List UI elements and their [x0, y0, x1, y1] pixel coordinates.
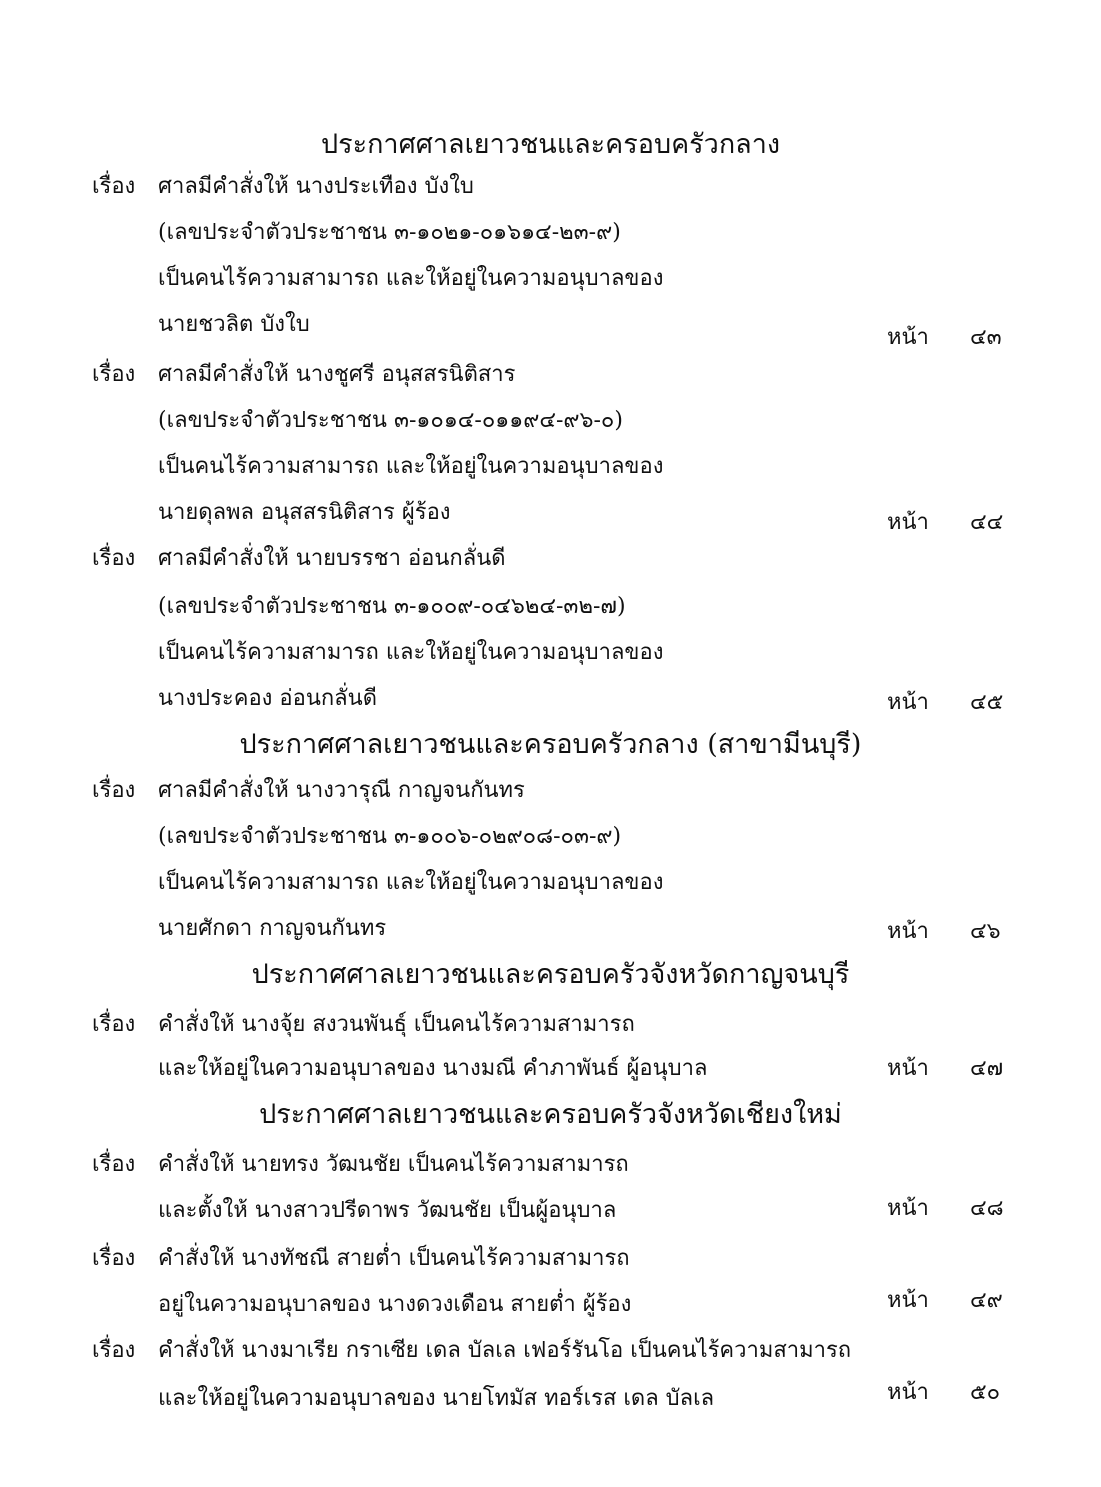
page-number: ๕๐: [970, 1380, 1001, 1405]
entry-line: คำสั่งให้ นายทรง วัฒนชัย เป็นคนไร้ความสามารถ: [158, 1152, 629, 1177]
subject-label: เรื่อง: [92, 1012, 136, 1037]
entry-line: (เลขประจำตัวประชาชน ๓-๑๐๒๑-๐๑๖๑๔-๒๓-๙): [158, 220, 621, 245]
entry-line: ศาลมีคำสั่งให้ นางชูศรี อนุสสรนิติสาร: [158, 362, 516, 387]
entry-line: อยู่ในความอนุบาลของ นางดวงเดือน สายต่ำ ผู้ร้อง: [158, 1292, 632, 1317]
page-number: ๔๕: [970, 690, 1004, 715]
entry-line: และให้อยู่ในความอนุบาลของ นางมณี คำภาพันธ์ ผู้อนุบาล: [158, 1056, 708, 1081]
page-label: หน้า: [887, 1196, 929, 1221]
entry-line: คำสั่งให้ นางมาเรีย กราเซีย เดล บัลเล เฟอร์รันโอ เป็นคนไร้ความสามารถ: [158, 1338, 852, 1363]
entry-line: คำสั่งให้ นางทัชณี สายต่ำ เป็นคนไร้ความสามารถ: [158, 1246, 630, 1271]
page-label: หน้า: [887, 690, 929, 715]
entry-line: เป็นคนไร้ความสามารถ และให้อยู่ในความอนุบาลของ: [158, 454, 664, 479]
entry-line: เป็นคนไร้ความสามารถ และให้อยู่ในความอนุบาลของ: [158, 870, 664, 895]
entry-line: นายศักดา กาญจนกันทร: [158, 916, 387, 941]
section-heading: ประกาศศาลเยาวชนและครอบครัวจังหวัดกาญจนบุรี: [251, 959, 850, 990]
page-label: หน้า: [887, 1380, 929, 1405]
page-label: หน้า: [887, 1056, 929, 1081]
entry-line: และตั้งให้ นางสาวปรีดาพร วัฒนชัย เป็นผู้อนุบาล: [158, 1198, 617, 1223]
page-number: ๔๔: [970, 510, 1004, 535]
entry-line: นางประคอง อ่อนกลั่นดี: [158, 686, 377, 711]
entry-line: (เลขประจำตัวประชาชน ๓-๑๐๑๔-๐๑๑๙๔-๙๖-๐): [158, 408, 623, 433]
entry-line: (เลขประจำตัวประชาชน ๓-๑๐๐๙-๐๔๖๒๔-๓๒-๗): [158, 594, 626, 619]
page-number: ๔๙: [970, 1288, 1003, 1313]
entry-line: นายดุลพล อนุสสรนิติสาร ผู้ร้อง: [158, 500, 451, 525]
page-number: ๔๓: [970, 325, 1002, 350]
entry-line: ศาลมีคำสั่งให้ นางวารุณี กาญจนกันทร: [158, 778, 525, 803]
page-label: หน้า: [887, 325, 929, 350]
page-label: หน้า: [887, 919, 929, 944]
subject-label: เรื่อง: [92, 1152, 136, 1177]
entry-line: คำสั่งให้ นางจุ้ย สงวนพันธุ์ เป็นคนไร้ความสามารถ: [158, 1012, 635, 1037]
section-heading: ประกาศศาลเยาวชนและครอบครัวจังหวัดเชียงใหม่: [259, 1099, 842, 1130]
page-number: ๔๗: [970, 1056, 1004, 1081]
subject-label: เรื่อง: [92, 362, 136, 387]
entry-line: ศาลมีคำสั่งให้ นายบรรชา อ่อนกลั่นดี: [158, 546, 506, 571]
entry-line: (เลขประจำตัวประชาชน ๓-๑๐๐๖-๐๒๙๐๘-๐๓-๙): [158, 824, 622, 849]
page-label: หน้า: [887, 510, 929, 535]
page-label: หน้า: [887, 1288, 929, 1313]
page-number: ๔๘: [970, 1196, 1004, 1221]
subject-label: เรื่อง: [92, 1338, 136, 1363]
subject-label: เรื่อง: [92, 1246, 136, 1271]
entry-line: ศาลมีคำสั่งให้ นางประเทือง บังใบ: [158, 174, 474, 199]
entry-line: และให้อยู่ในความอนุบาลของ นายโทมัส ทอร์เรส เดล บัลเล: [158, 1386, 715, 1411]
entry-line: นายชวลิต บังใบ: [158, 312, 310, 337]
subject-label: เรื่อง: [92, 174, 136, 199]
subject-label: เรื่อง: [92, 778, 136, 803]
section-heading: ประกาศศาลเยาวชนและครอบครัวกลาง (สาขามีนบุรี): [239, 729, 862, 760]
section-heading: ประกาศศาลเยาวชนและครอบครัวกลาง: [320, 129, 781, 160]
entry-line: เป็นคนไร้ความสามารถ และให้อยู่ในความอนุบาลของ: [158, 640, 664, 665]
subject-label: เรื่อง: [92, 546, 136, 571]
page-number: ๔๖: [970, 919, 1001, 944]
entry-line: เป็นคนไร้ความสามารถ และให้อยู่ในความอนุบาลของ: [158, 266, 664, 291]
